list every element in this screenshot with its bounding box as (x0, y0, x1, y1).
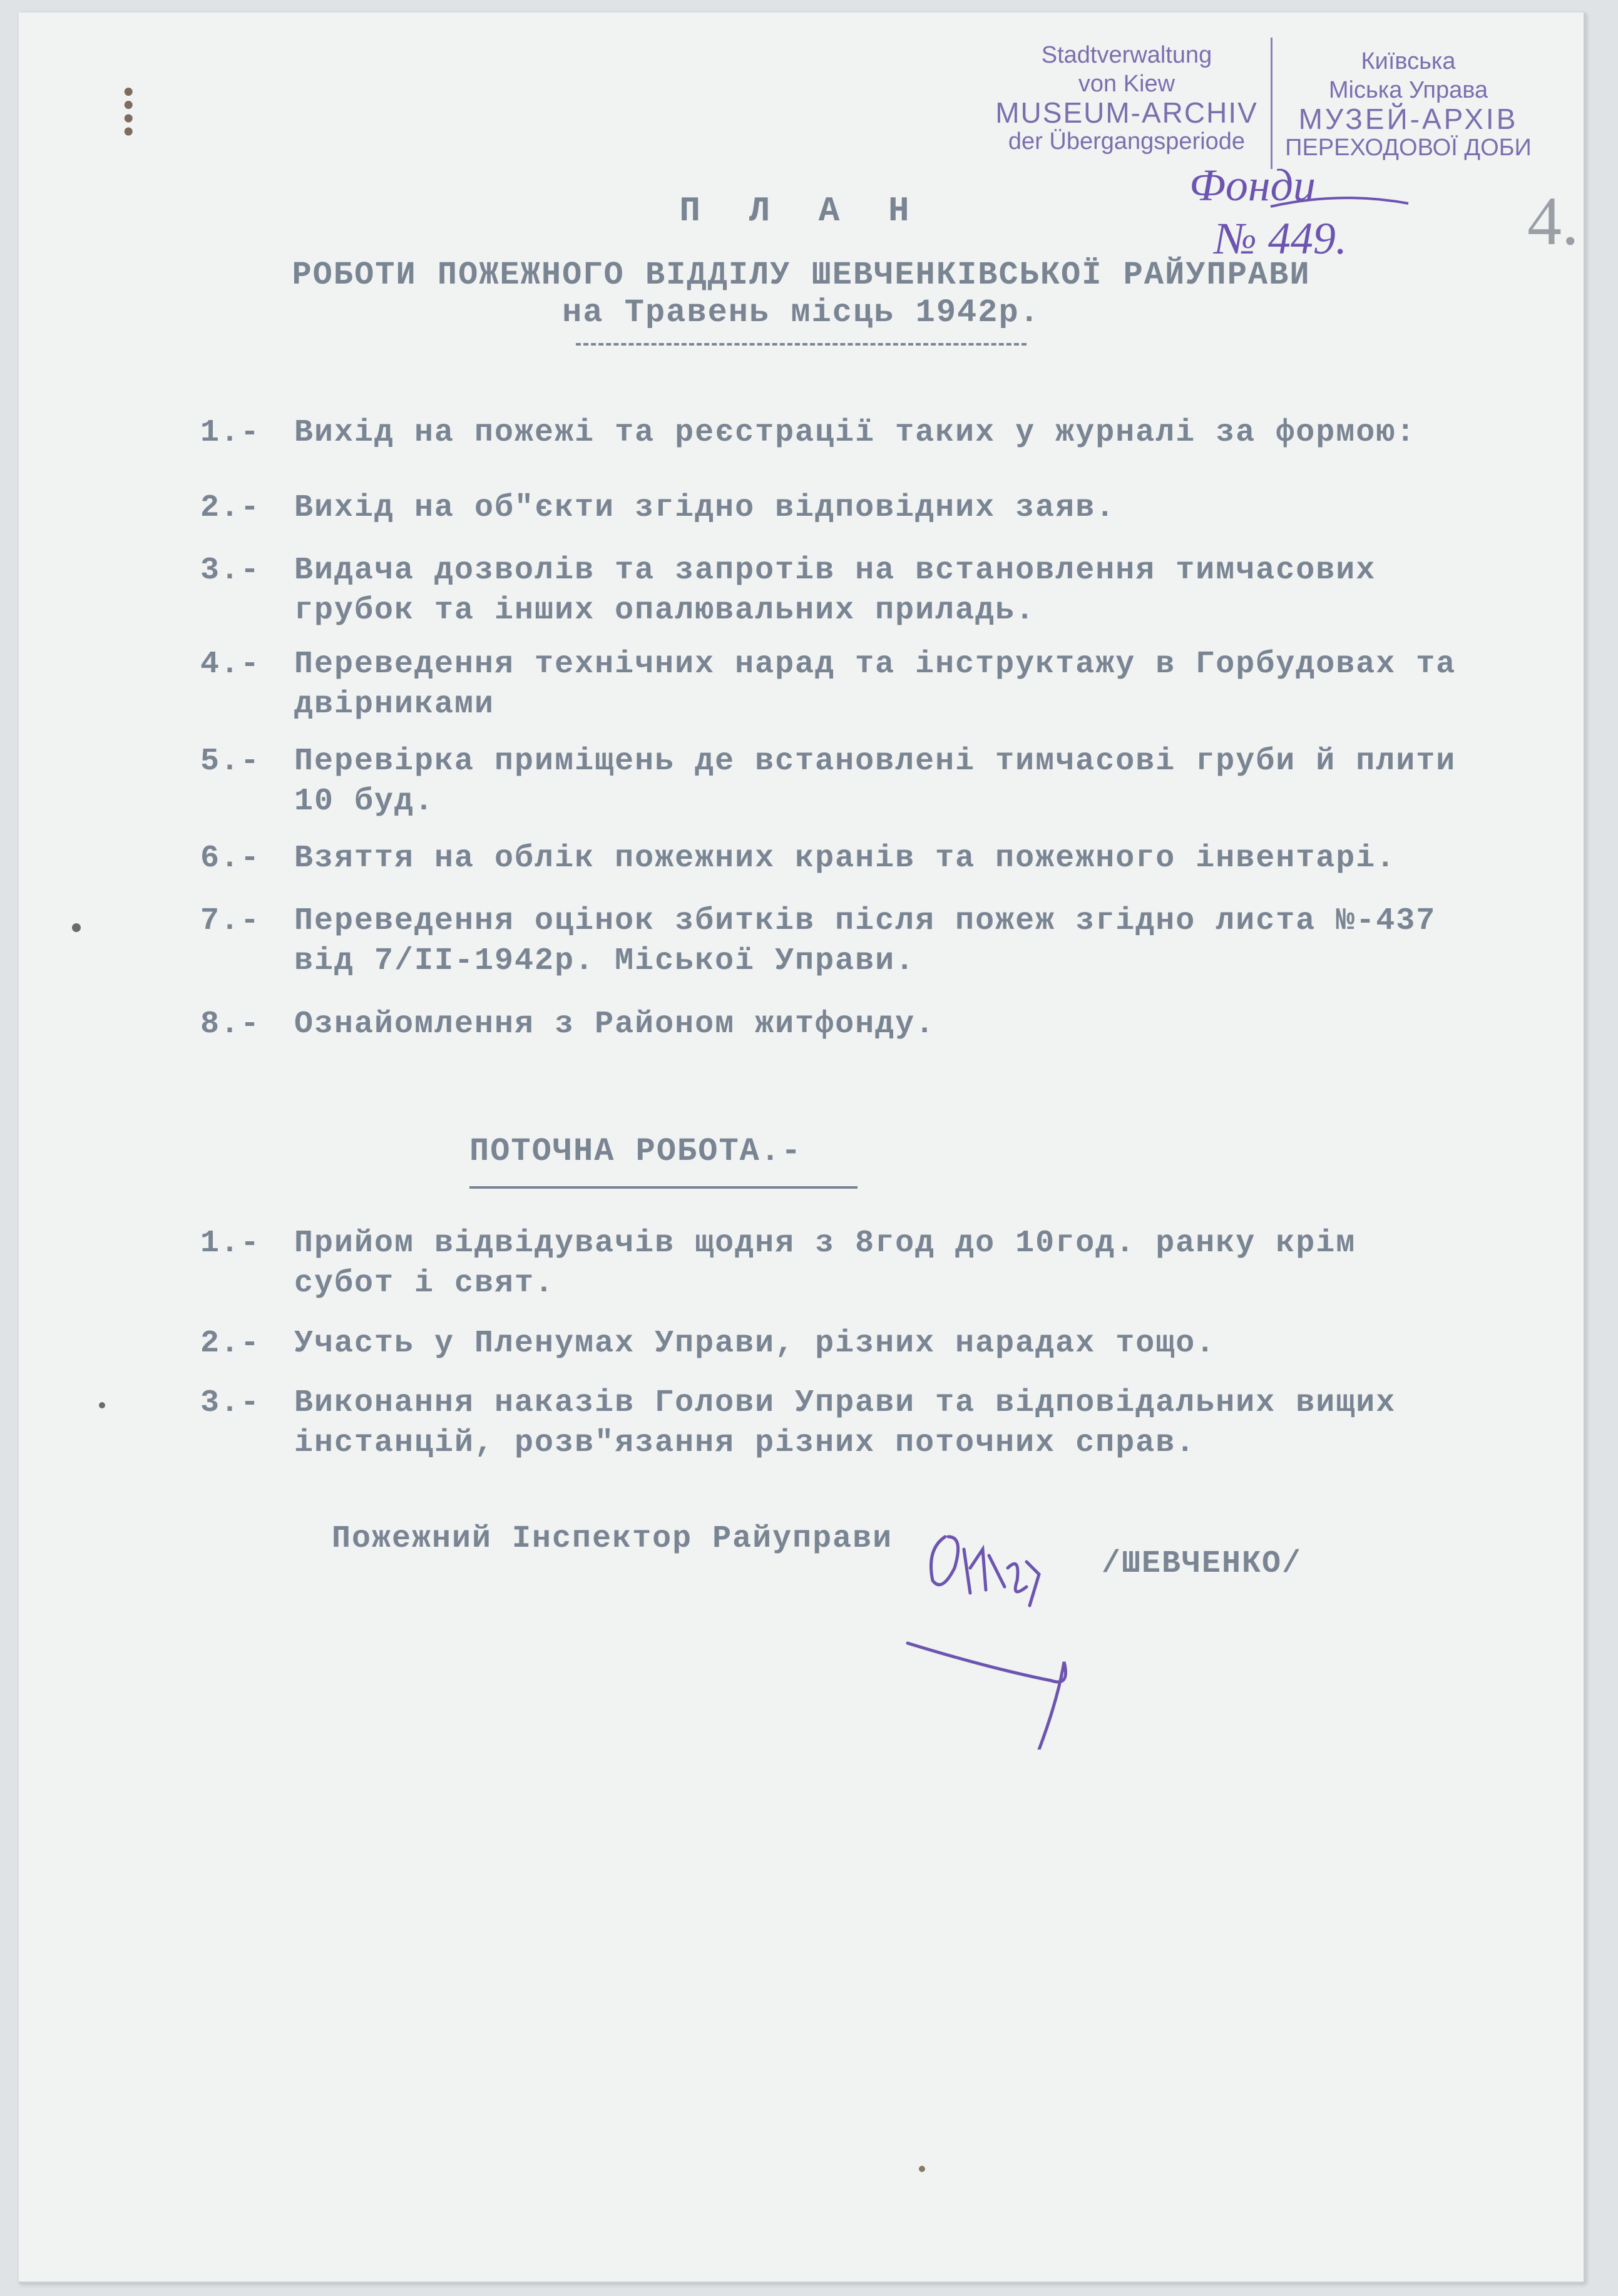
stamp-line: ПЕРЕХОДОВОЇ ДОБИ (1285, 135, 1532, 161)
fond-line: Фонди (1189, 160, 1316, 210)
document-title: П Л А Н (679, 191, 923, 231)
item-line: субот і свят. (294, 1266, 555, 1301)
item-number: 1.- (200, 415, 261, 451)
archive-stamp-german (983, 41, 1271, 156)
item-line: Переведення технічних нарад та інструктажу в Горбудовах та (294, 647, 1457, 682)
page-number: 4. (1527, 183, 1579, 259)
item-text (294, 901, 1534, 981)
item-line: Прийом відвідувачів щодня з 8год до 10год. ранку крім (294, 1226, 1356, 1261)
title-underline (576, 343, 1027, 346)
current-item (200, 1324, 1534, 1364)
item-line: грубок та інших опалювальних приладь. (294, 593, 1036, 628)
paper-spot (99, 1402, 105, 1408)
document-subtitle: РОБОТИ ПОЖЕЖНОГО ВІДДІЛУ ШЕВЧЕНКІВСЬКОЇ РАЙУПРАВИ (292, 257, 1311, 294)
item-line: Взяття на облік пожежних кранів та пожежного інвентарі. (294, 841, 1396, 876)
stamp-line: МУЗЕЙ-АРХІВ (1298, 103, 1518, 135)
edge-mark: ⁞ (119, 73, 138, 150)
fond-line: № 449. (1214, 213, 1347, 264)
item-line: Вихід на пожежі та реєстрації таких у журналі за формою: (294, 415, 1416, 451)
current-item (200, 1383, 1534, 1463)
stamp-line: Міська Управа (1328, 77, 1488, 103)
item-number: 3.- (200, 1385, 261, 1421)
stamp-line: der Übergangsperiode (1008, 128, 1246, 155)
item-line: Перевірка приміщень де встановлені тимчасові груби й плити (294, 744, 1457, 779)
item-number: 5.- (200, 744, 261, 779)
current-item (200, 1224, 1534, 1304)
archive-stamp-ukrainian (1277, 47, 1540, 162)
stamp-line: Stadtverwaltung (1041, 42, 1212, 68)
item-text (294, 1383, 1534, 1463)
item-line: Вихід на об"єкти згідно відповідних заяв. (294, 490, 1116, 526)
paper-spot (919, 2166, 925, 2172)
paper-spot (72, 923, 81, 932)
item-number: 6.- (200, 841, 261, 876)
item-number: 1.- (200, 1226, 261, 1261)
signature-title: Пожежний Інспектор Райуправи (332, 1521, 893, 1557)
item-line: інстанцій, розв"язання різних поточних справ. (294, 1425, 1196, 1461)
document-sheet (19, 13, 1585, 2283)
item-line: Ознайомлення з Районом житфонду. (294, 1007, 936, 1042)
plan-item (200, 551, 1534, 631)
item-text (294, 551, 1534, 631)
plan-item (200, 742, 1534, 822)
item-text (294, 1005, 1534, 1045)
item-number: 3.- (200, 553, 261, 588)
section-underline (469, 1186, 858, 1189)
plan-item (200, 488, 1534, 528)
item-line: Переведення оцінок збитків після пожеж згідно листа №-437 (294, 903, 1436, 939)
item-number: 2.- (200, 490, 261, 526)
signature-name: /ШЕВЧЕНКО/ (1102, 1546, 1303, 1582)
item-text (294, 488, 1534, 528)
item-text (294, 839, 1534, 879)
item-number: 7.- (200, 903, 261, 939)
item-number: 2.- (200, 1326, 261, 1361)
item-line: 10 буд. (294, 784, 435, 819)
item-text (294, 645, 1534, 725)
section-heading: ПОТОЧНА РОБОТА.- (469, 1133, 802, 1170)
item-line: Виконання наказів Голови Управи та відповідальних вищих (294, 1385, 1396, 1421)
plan-item (200, 901, 1534, 981)
plan-item (200, 645, 1534, 725)
plan-item (200, 839, 1534, 879)
item-line: Участь у Пленумах Управи, різних нарадах тощо. (294, 1326, 1216, 1361)
item-number: 4.- (200, 647, 261, 682)
plan-item (200, 1005, 1534, 1045)
item-text (294, 742, 1534, 822)
plan-item (200, 413, 1534, 453)
item-line: Видача дозволів та запротів на встановлення тимчасових (294, 553, 1376, 588)
item-line: двірниками (294, 687, 495, 722)
item-number: 8.- (200, 1007, 261, 1042)
document-subtitle-month: на Травень місць 1942р. (562, 294, 1040, 331)
item-line: від 7/II-1942р. Міської Управи. (294, 943, 916, 979)
stamp-line: von Kiew (1078, 71, 1175, 97)
handwritten-signature (895, 1512, 1108, 1750)
item-text (294, 413, 1534, 453)
stamp-line: MUSEUM-ARCHIV (995, 96, 1258, 129)
item-text (294, 1224, 1534, 1304)
item-text (294, 1324, 1534, 1364)
stamp-line: Київська (1361, 48, 1456, 74)
stamp-divider (1271, 38, 1272, 169)
